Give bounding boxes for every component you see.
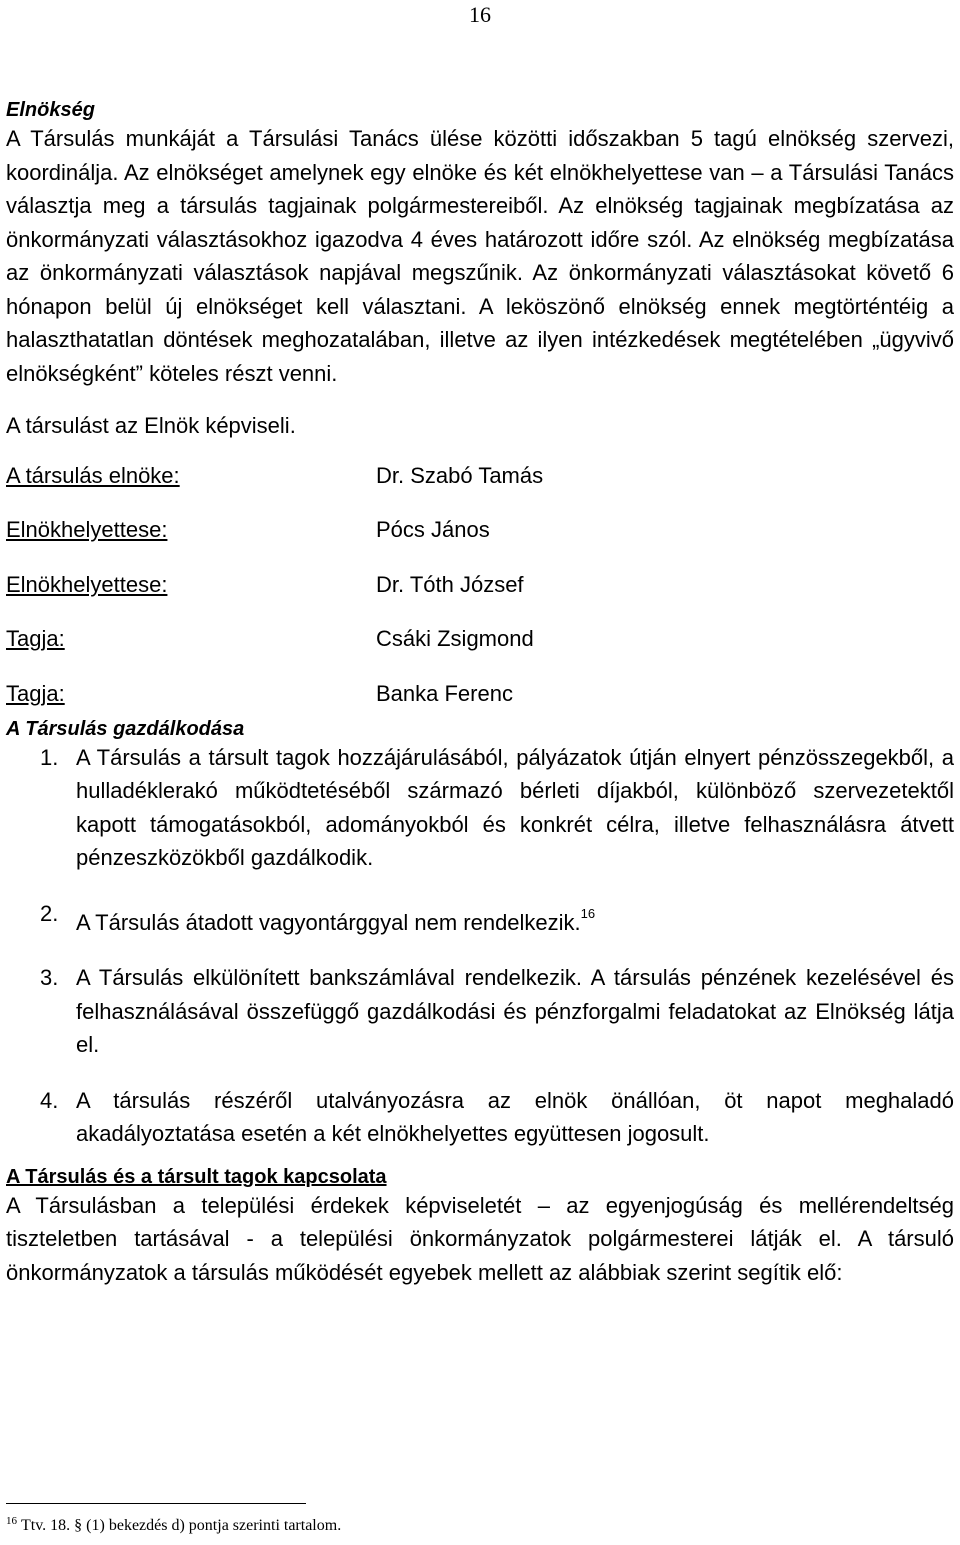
role-label: Tagja:: [6, 680, 65, 706]
role-name: Dr. Tóth József: [376, 571, 524, 597]
role-row: [6, 513, 954, 568]
list-item-text: A társulás részéről utalványozásra az elnök önállóan, öt napot meghaladó akadályoztatása esetén a két elnökhelyettes együttesen jogosult.: [76, 1087, 954, 1146]
role-label: A társulás elnöke:: [6, 462, 180, 488]
role-label: Tagja:: [6, 626, 65, 651]
list-item-number: 2.: [40, 900, 59, 926]
list-item-number: 4.: [40, 1087, 59, 1113]
elnokseg-paragraph: A Társulás munkáját a Társulási Tanács ülése közötti időszakban 5 tagú elnökség szervezi, koordinálja. Az elnökséget amelynek egy elnöke és két elnökhelyettese van – a Társulási Tanács választja meg a társulás tagjainak polgármestereiből. Az elnökség tagjainak megbízatása az önkormányzati választásokhoz igazodva 4 éves határozott időre szól. Az elnökség megbízatása az önkormányzati választások napjával megszűnik. Az önkormányzati választásokat követő 6 hónapon belül új elnökséget kell választani. A leköszönő elnökség ennek megtörténtéig a halaszthatatlan döntések meghozatalában, illetve az ilyen intézkedések megtételében „ügyvivő elnökségként” köteles részt venni.: [6, 126, 954, 386]
section-elnokseg: [6, 98, 954, 717]
section-kapcsolat: [6, 1165, 954, 1290]
page-number: 16: [469, 2, 491, 27]
list-item-text: A Társulás elkülönített bankszámlával rendelkezik. A társulás pénzének kezelésével és felhasználásával összefüggő gazdálkodási és pénzforgalmi feladatokat az Elnökség látja el.: [76, 965, 954, 1057]
role-label: Elnökhelyettese:: [6, 517, 168, 542]
footnote: [6, 1515, 341, 1535]
role-name: Pócs János: [376, 517, 490, 542]
list-item: [6, 1084, 954, 1151]
represent-sentence: A társulást az Elnök képviseli.: [6, 413, 296, 438]
role-row: [6, 677, 954, 717]
footnote-text: Ttv. 18. § (1) bekezdés d) pontja szerinti tartalom.: [21, 1517, 342, 1534]
list-item-text-wrap: [76, 897, 954, 940]
kapcsolat-paragraph: A Társulásban a települési érdekek képviseletét – az egyenjogúság és mellérendeltség tiszteletben tartásával - a települési önkormányzatok polgármesterei látják el. A társuló önkormányzatok a társulás működését egyebek mellett az alábbiak szerint segítik elő:: [6, 1192, 954, 1285]
document-body: [6, 98, 954, 1289]
list-item-text: A Társulás átadott vagyontárggyal nem rendelkezik.: [76, 909, 581, 935]
role-label: Elnökhelyettese:: [6, 571, 168, 597]
section-heading-gazdalkodas: A Társulás gazdálkodása: [6, 717, 245, 740]
roles-list: [6, 459, 954, 717]
section-gazdalkodas: [6, 717, 954, 1151]
role-row: [6, 622, 954, 677]
role-row: [6, 459, 954, 514]
role-name: Dr. Szabó Tamás: [376, 462, 544, 488]
section-heading-elnokseg: Elnökség: [6, 99, 95, 121]
footnote-mark: 16: [6, 1515, 17, 1527]
list-item: [6, 741, 954, 875]
role-name: Csáki Zsigmond: [376, 626, 534, 651]
list-item: [6, 961, 954, 1062]
role-name: Banka Ferenc: [376, 680, 513, 706]
list-item: [6, 897, 954, 940]
list-item-text: A Társulás a társult tagok hozzájárulásából, pályázatok útján elnyert pénzösszegekből, a hulladéklerakó működtetéséből származó bérleti díjakból, különböző szervezetektől kapott támogatásokból, adományokból és konkrét célra, illetve felhasználásra átvett pénzeszközökből gazdálkodik.: [76, 744, 954, 870]
role-row: [6, 568, 954, 623]
gazdalkodas-list: [6, 741, 954, 1151]
footnote-reference[interactable]: 16: [580, 905, 596, 921]
list-item-number: 3.: [40, 965, 59, 990]
list-item-number: 1.: [40, 744, 59, 770]
section-heading-kapcsolat: A Társulás és a társult tagok kapcsolata: [6, 1165, 387, 1188]
footnote-separator: [6, 1503, 306, 1504]
